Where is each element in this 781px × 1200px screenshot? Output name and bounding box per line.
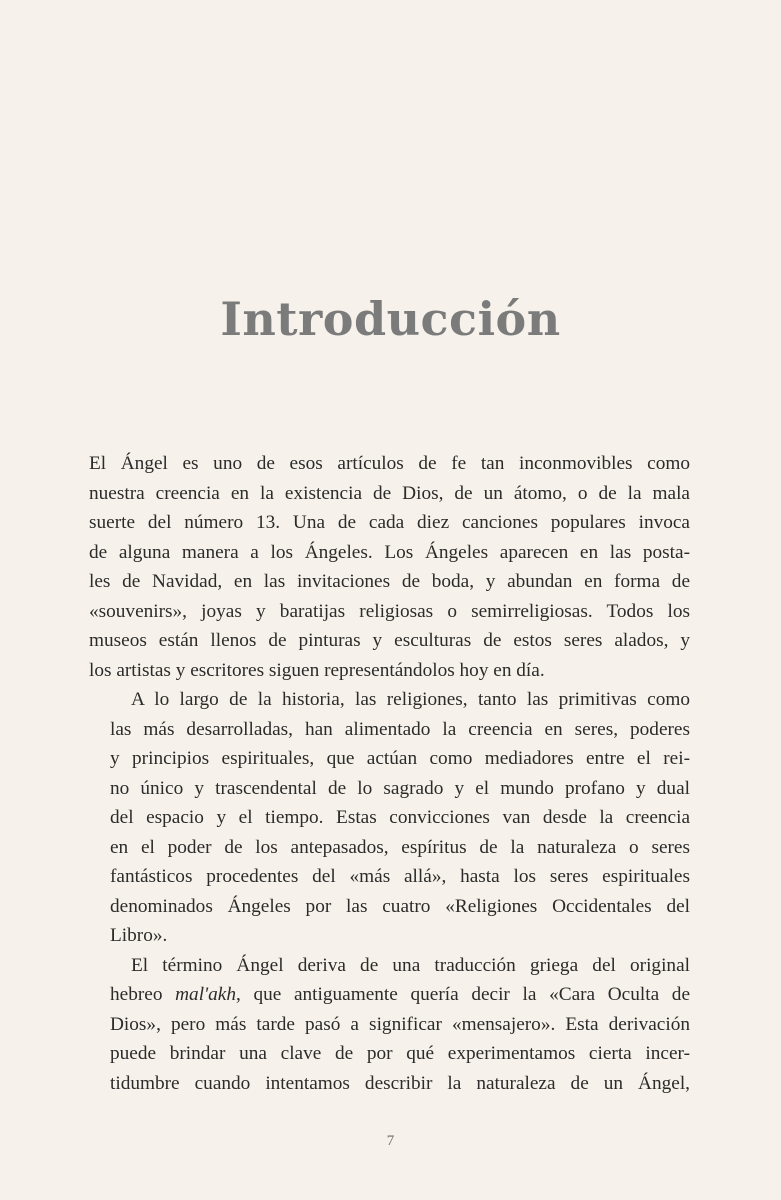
text-line: fantásticos procedentes del «más allá», hasta los seres espirituales — [110, 866, 690, 887]
text-line: suerte del número 13. Una de cada diez canciones populares invoca — [89, 512, 690, 533]
text-fragment: hebreo — [110, 984, 176, 1005]
text-line: tidumbre cuando intentamos describir la naturaleza de un Ángel, — [110, 1072, 690, 1094]
text-line: El Ángel es uno de esos artículos de fe tan inconmovibles como — [89, 453, 690, 474]
body-text — [89, 449, 690, 1098]
text-line-mixed — [89, 980, 690, 1010]
text-line: «souvenirs», joyas y baratijas religiosas o semirreligiosas. Todos los — [89, 600, 690, 622]
text-line: nuestra creencia en la existencia de Dios, de un átomo, o de la mala — [89, 482, 690, 504]
text-line: A lo largo de la historia, las religiones, tanto las primitivas como — [131, 689, 690, 710]
text-line: y principios espirituales, que actúan como mediadores entre el rei- — [110, 748, 690, 769]
text-line: denominados Ángeles por las cuatro «Religiones Occidentales del — [110, 895, 690, 917]
text-line: les de Navidad, en las invitaciones de boda, y abundan en forma de — [89, 571, 690, 592]
text-line: las más desarrolladas, han alimentado la creencia en seres, poderes — [110, 718, 690, 740]
text-fragment: , que antiguamente quería decir la «Cara Oculta de — [236, 984, 691, 1005]
text-line: Libro». — [110, 925, 168, 946]
italic-term: mal'akh — [175, 984, 237, 1005]
paragraph-1 — [89, 449, 690, 685]
text-line: Dios», pero más tarde pasó a significar «mensajero». Esta derivación — [110, 1013, 690, 1035]
text-line: de alguna manera a los Ángeles. Los Ángeles aparecen en las posta- — [89, 541, 690, 563]
text-line: museos están llenos de pinturas y esculturas de estos seres alados, y — [89, 630, 690, 651]
text-line: puede brindar una clave de por qué experimentamos cierta incer- — [110, 1043, 690, 1064]
paragraph-3 — [89, 951, 690, 1099]
paragraph-2 — [89, 685, 690, 951]
chapter-title: Introducción — [220, 292, 561, 346]
text-line: no único y trascendental de lo sagrado y el mundo profano y dual — [110, 777, 690, 799]
text-line: en el poder de los antepasados, espíritus de la naturaleza o seres — [110, 836, 690, 858]
text-line: El término Ángel deriva de una traducción griega del original — [131, 954, 690, 976]
page-number: 7 — [386, 1133, 395, 1149]
text-line: del espacio y el tiempo. Estas convicciones van desde la creencia — [110, 807, 690, 828]
text-line: los artistas y escritores siguen representándolos hoy en día. — [89, 659, 545, 681]
